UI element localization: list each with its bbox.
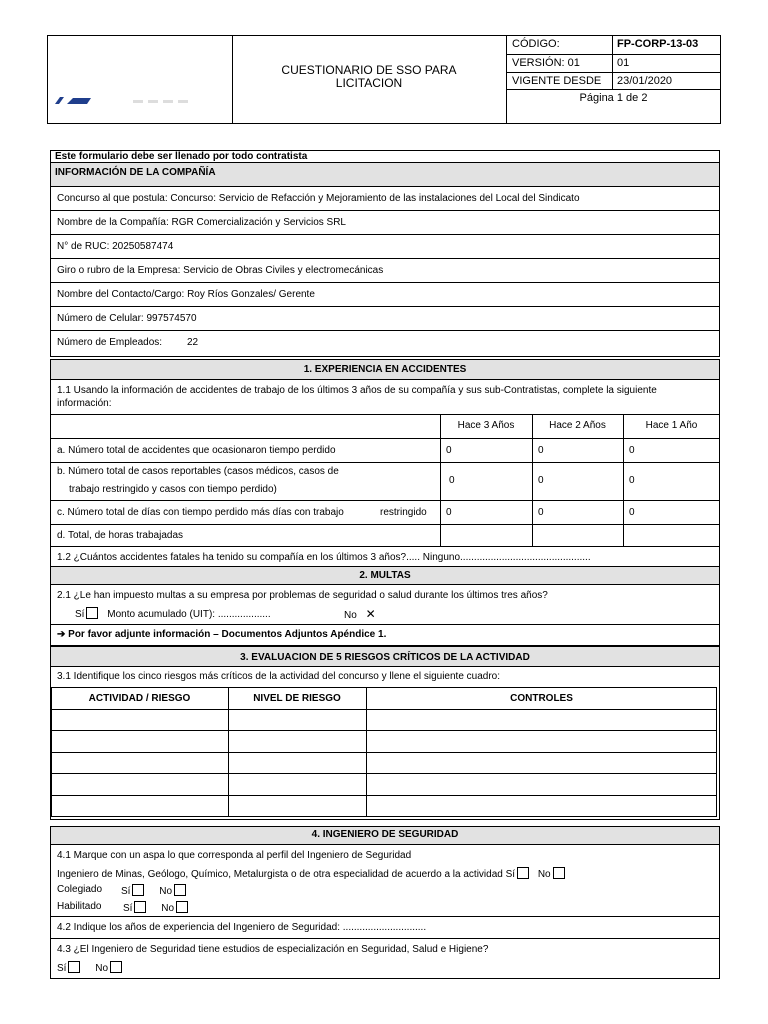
company-info-title: INFORMACIÓN DE LA COMPAÑÍA <box>55 167 216 178</box>
q21-text: 2.1 ¿Le han impuesto multas a su empresa por problemas de seguridad o salud durante los últimos tres años? <box>57 590 548 601</box>
colegiado-options <box>121 884 186 897</box>
habilitado-no-checkbox[interactable] <box>176 901 188 913</box>
rule <box>50 282 720 283</box>
section-4-title: 4. INGENIERO DE SEGURIDAD <box>311 829 459 840</box>
habilitado-si-checkbox[interactable] <box>134 901 146 913</box>
multas-no-label: No <box>344 610 357 621</box>
vigente-label: VIGENTE DESDE <box>512 75 602 87</box>
multas-options <box>75 607 271 620</box>
rule <box>50 624 720 625</box>
version-value: 01 <box>617 57 630 69</box>
habilitado-label: Habilitado <box>57 901 102 912</box>
rule <box>51 752 717 753</box>
rule <box>50 414 720 415</box>
row-a-value[interactable]: 0 <box>629 445 635 456</box>
habilitado-no-label: No <box>161 903 175 914</box>
logo-mark-icon <box>55 97 205 105</box>
header-hline-3 <box>506 89 721 90</box>
row-d-label: d. Total, de horas trabajadas <box>57 530 184 541</box>
page-number: Página 1 de 2 <box>579 92 648 104</box>
row-b-value[interactable]: 0 <box>629 475 635 486</box>
rule <box>51 795 717 796</box>
multas-no <box>344 607 376 621</box>
multas-si-label: Sí <box>75 609 85 620</box>
row-c-label-2: restringido <box>380 507 427 518</box>
field-empleados-label: Número de Empleados: <box>57 337 163 348</box>
rule <box>50 844 720 845</box>
rule <box>50 186 720 187</box>
q43-si-label: Sí <box>57 963 67 974</box>
company-logo <box>55 97 205 105</box>
q43-options <box>57 961 122 974</box>
ingeniero-no-checkbox[interactable] <box>553 867 565 879</box>
rule <box>51 773 717 774</box>
rule <box>50 330 720 331</box>
rule <box>50 546 720 547</box>
rule <box>50 584 720 585</box>
rule <box>51 709 717 710</box>
header-hline-1 <box>506 54 721 55</box>
rule <box>50 666 720 667</box>
ingeniero-no-label: No <box>537 869 551 880</box>
adjunte-note: ➔ Por favor adjunte información – Documentos Adjuntos Apéndice 1. <box>57 629 387 640</box>
vigente-value: 23/01/2020 <box>617 75 673 87</box>
header-divider-3 <box>612 35 613 90</box>
rule <box>440 414 441 546</box>
codigo-label: CÓDIGO: <box>512 38 560 50</box>
field-company-name[interactable]: Nombre de la Compañía: RGR Comercialización y Servicios SRL <box>57 217 346 228</box>
section-3-title: 3. EVALUACION DE 5 RIESGOS CRÍTICOS DE LA ACTIVIDAD <box>240 652 530 663</box>
row-b-value[interactable]: 0 <box>538 475 544 486</box>
ingeniero-label: Ingeniero de Minas, Geólogo, Químico, Metalurgista o de otra especialidad de acuerdo a la actividad Sí <box>57 869 516 880</box>
rule <box>50 500 720 501</box>
ingeniero-si-checkbox[interactable] <box>517 867 529 879</box>
multas-no-checkbox[interactable]: ✕ <box>365 607 376 621</box>
rule <box>532 414 533 546</box>
row-b-label-2: trabajo restringido y casos con tiempo perdido) <box>69 484 277 495</box>
rule <box>51 730 717 731</box>
row-a-value[interactable]: 0 <box>446 445 452 456</box>
row-c-value[interactable]: 0 <box>629 507 635 518</box>
row-c-label-1: c. Número total de días con tiempo perdido más días con trabajo <box>57 507 344 518</box>
rule <box>50 258 720 259</box>
colegiado-no-checkbox[interactable] <box>174 884 186 896</box>
row-c-value[interactable]: 0 <box>538 507 544 518</box>
q43-no-label: No <box>95 963 109 974</box>
q11-text-line2: información: <box>57 398 112 409</box>
q43-no-checkbox[interactable] <box>110 961 122 973</box>
header-divider-2 <box>506 35 507 124</box>
section-2-title: 2. MULTAS <box>359 570 411 581</box>
rule <box>50 234 720 235</box>
form-note: Este formulario debe ser llenado por todo contratista <box>55 151 308 162</box>
field-ruc[interactable]: N° de RUC: 20250587474 <box>57 241 174 252</box>
col-controles: CONTROLES <box>510 693 573 704</box>
rule <box>50 379 720 380</box>
row-b-label-1: b. Número total de casos reportables (casos médicos, casos de <box>57 466 339 477</box>
rule <box>50 524 720 525</box>
version-label: VERSIÓN: 01 <box>512 57 580 69</box>
codigo-value: FP-CORP-13-03 <box>617 38 699 50</box>
col-nivel: NIVEL DE RIESGO <box>253 693 341 704</box>
q11-text-line1: 1.1 Usando la información de accidentes de trabajo de los últimos 3 años de su compañía y sus sub-Contratistas, complete la siguiente <box>57 385 657 396</box>
monto-field[interactable]: Monto acumulado (UIT): ................... <box>107 609 271 620</box>
field-empleados-value[interactable]: 22 <box>187 337 199 348</box>
col-hace-2: Hace 2 Años <box>549 420 606 431</box>
q42-text[interactable]: 4.2 Indique los años de experiencia del Ingeniero de Seguridad: .............................. <box>57 922 427 933</box>
header-hline-2 <box>506 72 721 73</box>
rule <box>50 306 720 307</box>
form-title: CUESTIONARIO DE SSO PARA LICITACION <box>281 63 457 90</box>
multas-si-checkbox[interactable] <box>86 607 98 619</box>
row-c-value[interactable]: 0 <box>446 507 452 518</box>
col-hace-3: Hace 3 Años <box>457 420 515 431</box>
rule <box>623 414 624 546</box>
col-actividad: ACTIVIDAD / RIESGO <box>88 693 191 704</box>
colegiado-no-label: No <box>159 886 173 897</box>
row-b-value[interactable]: 0 <box>449 475 455 486</box>
q31-text: 3.1 Identifique los cinco riesgos más críticos de la actividad del concurso y llene el siguiente cuadro: <box>57 671 501 682</box>
colegiado-si-label: Sí <box>121 886 131 897</box>
rule <box>50 162 720 163</box>
col-hace-1: Hace 1 Año <box>645 420 698 431</box>
field-giro[interactable]: Giro o rubro de la Empresa: Servicio de Obras Civiles y electromecánicas <box>57 265 384 276</box>
q43-text: 4.3 ¿El Ingeniero de Seguridad tiene estudios de especialización en Seguridad, Salud e Higiene? <box>57 944 489 955</box>
rule <box>50 938 720 939</box>
q41-text: 4.1 Marque con un aspa lo que corresponda al perfil del Ingeniero de Seguridad <box>57 850 412 861</box>
rule <box>50 462 720 463</box>
rule <box>50 916 720 917</box>
q12-text[interactable]: 1.2 ¿Cuántos accidentes fatales ha tenido su compañía en los últimos 3 años?..... Ninguno............................................... <box>57 552 591 563</box>
q43-si-checkbox[interactable] <box>68 961 80 973</box>
field-contacto[interactable]: Nombre del Contacto/Cargo: Roy Ríos Gonzales/ Gerente <box>57 289 315 300</box>
section-1-title: 1. EXPERIENCIA EN ACCIDENTES <box>303 364 467 375</box>
colegiado-label: Colegiado <box>57 884 103 895</box>
row-a-label: a. Número total de accidentes que ocasionaron tiempo perdido <box>57 445 336 456</box>
colegiado-si-checkbox[interactable] <box>132 884 144 896</box>
rule <box>50 438 720 439</box>
habilitado-options <box>123 901 188 914</box>
ingeniero-row <box>57 867 565 880</box>
field-concurso[interactable]: Concurso al que postula: Concurso: Servicio de Refacción y Mejoramiento de las instalaciones del Local del Sindicato <box>57 193 580 204</box>
field-celular[interactable]: Número de Celular: 997574570 <box>57 313 197 324</box>
row-a-value[interactable]: 0 <box>538 445 544 456</box>
rule <box>50 210 720 211</box>
habilitado-si-label: Sí <box>123 903 133 914</box>
